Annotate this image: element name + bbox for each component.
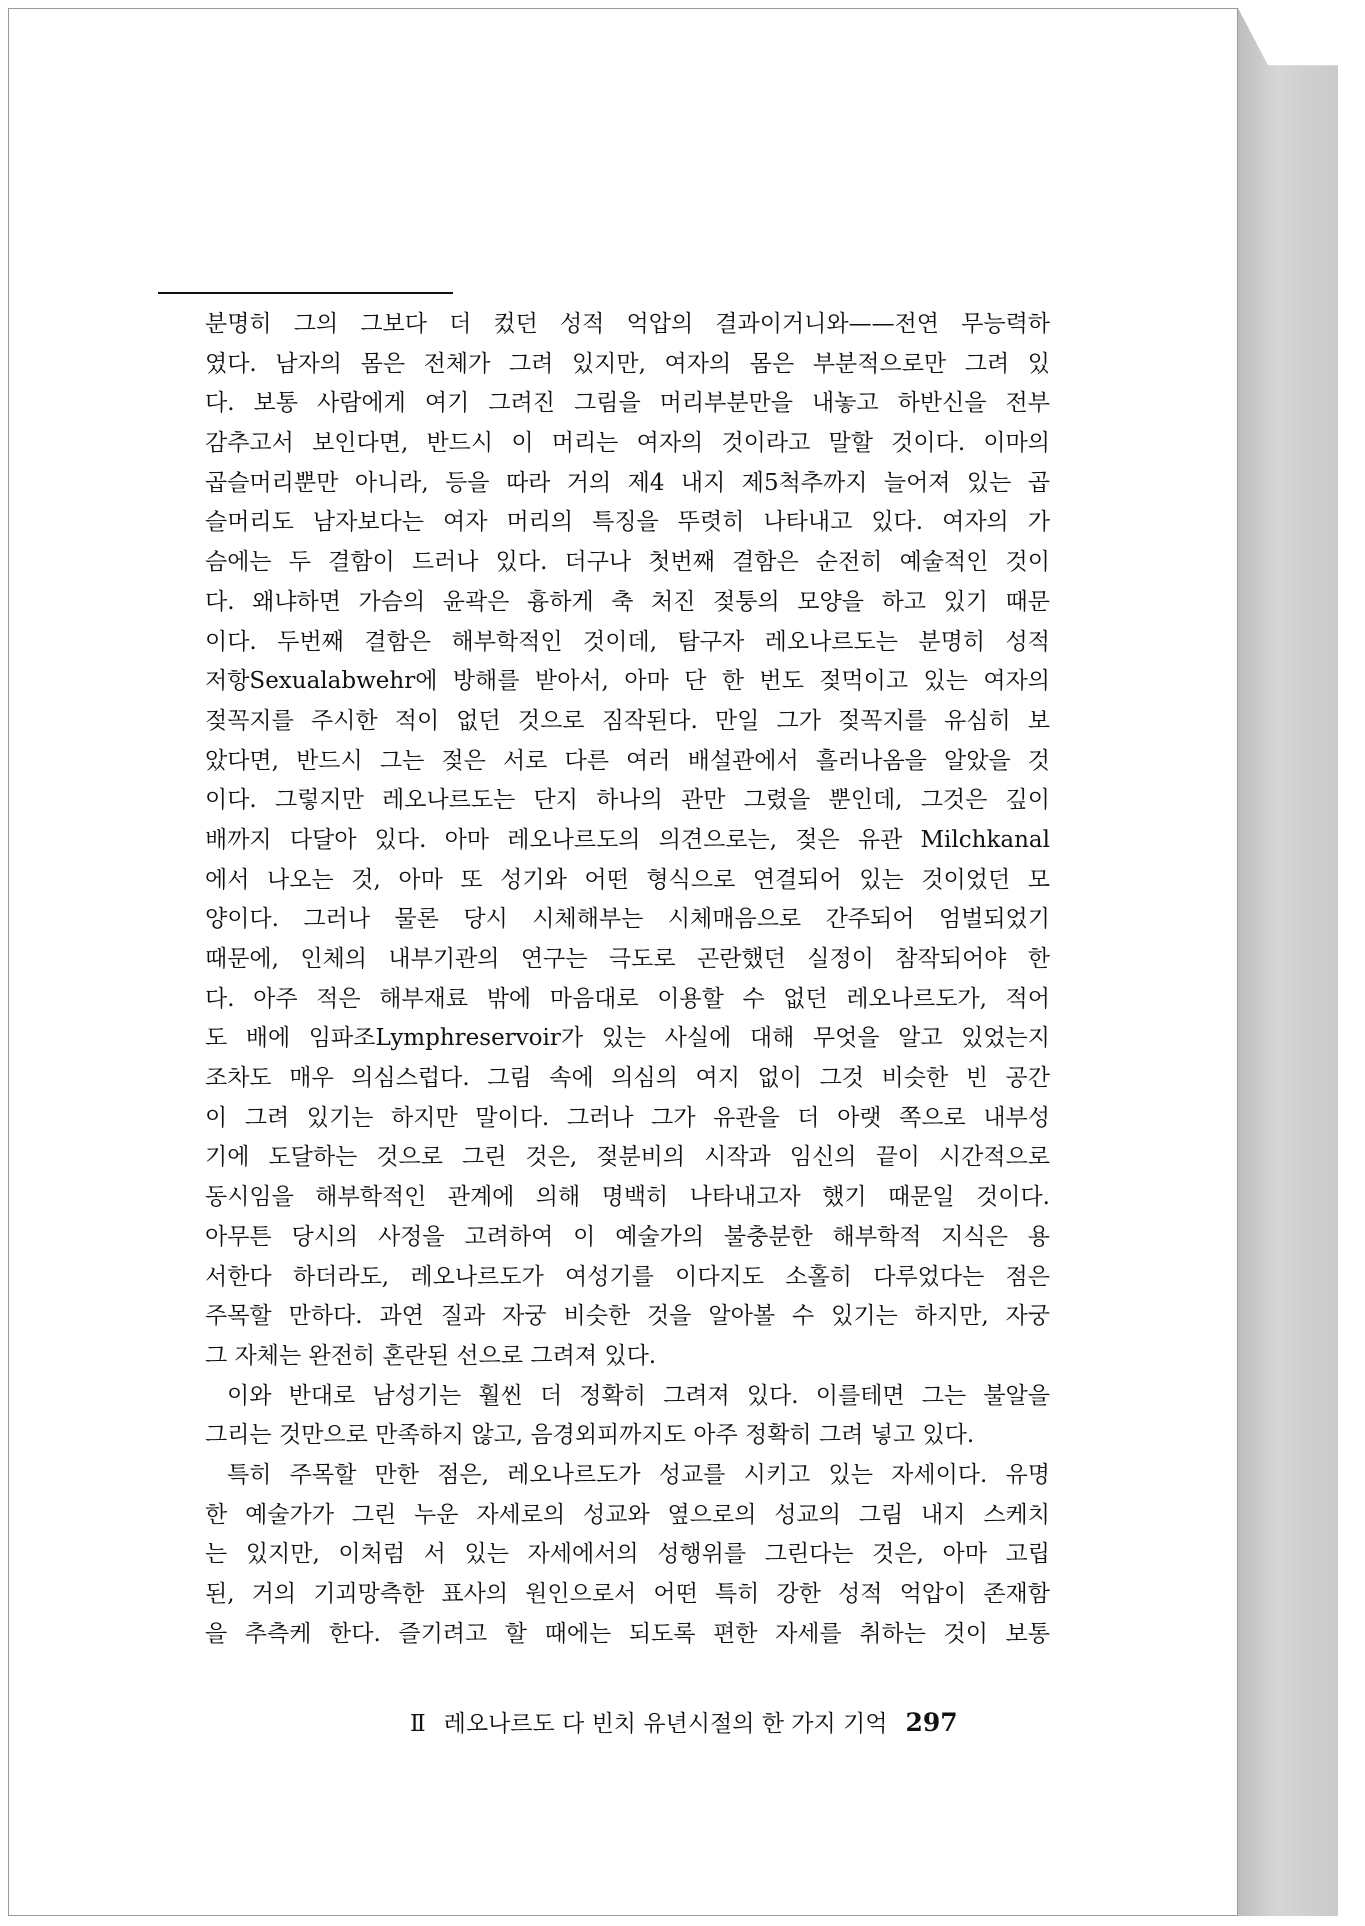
text-line: 주목할 만하다. 과연 질과 자궁 비슷한 것을 알아볼 수 있기는 하지만, 자궁 bbox=[205, 1303, 1050, 1330]
page-number: 297 bbox=[905, 1708, 958, 1737]
text-line: 이다. 그렇지만 레오나르도는 단지 하나의 관만 그렸을 뿐인데, 그것은 깊이 bbox=[205, 787, 1050, 814]
footnote-rule bbox=[158, 292, 453, 294]
text-line: 동시임을 해부학적인 관계에 의해 명백히 나타내고자 했기 때문일 것이다. bbox=[205, 1184, 1050, 1211]
chapter-title: 레오나르도 다 빈치 유년시절의 한 가지 기억 bbox=[443, 1711, 888, 1737]
text-line: 였다. 남자의 몸은 전체가 그려 있지만, 여자의 몸은 부분적으로만 그려 있 bbox=[205, 350, 1050, 377]
text-line: 는 있지만, 이처럼 서 있는 자세에서의 성행위를 그린다는 것은, 아마 고립 bbox=[205, 1541, 1050, 1568]
text-line: 을 추측케 한다. 즐기려고 할 때에는 되도록 편한 자세를 취하는 것이 보통 bbox=[205, 1620, 1050, 1647]
text-line: 감추고서 보인다면, 반드시 이 머리는 여자의 것이라고 말할 것이다. 이마의 bbox=[205, 430, 1050, 457]
text-line: 때문에, 인체의 내부기관의 연구는 극도로 곤란했던 실정이 참작되어야 한 bbox=[205, 946, 1050, 972]
text-line: 이와 반대로 남성기는 훨씬 더 정확히 그려져 있다. 이를테면 그는 불알을 bbox=[227, 1382, 1050, 1409]
text-line: 아무튼 당시의 사정을 고려하여 이 예술가의 불충분한 해부학적 지식은 용 bbox=[205, 1223, 1050, 1250]
text-line: 슴에는 두 결함이 드러나 있다. 더구나 첫번째 결함은 순전히 예술적인 것이 bbox=[205, 549, 1050, 576]
text-line: 한 예술가가 그린 누운 자세로의 성교와 옆으로의 성교의 그림 내지 스케치 bbox=[205, 1501, 1050, 1528]
text-line: 젖꼭지를 주시한 적이 없던 것으로 짐작된다. 만일 그가 젖꼭지를 유심히 보 bbox=[205, 707, 1050, 734]
text-line: 이다. 두번째 결함은 해부학적인 것이데, 탐구자 레오나르도는 분명히 성적 bbox=[205, 628, 1050, 655]
text-line: 서한다 하더라도, 레오나르도가 여성기를 이다지도 소홀히 다루었다는 점은 bbox=[205, 1263, 1050, 1290]
text-line: 곱슬머리뿐만 아니라, 등을 따라 거의 제4 내지 제5척추까지 늘어져 있는 곱 bbox=[205, 469, 1050, 496]
text-line: 다. 아주 적은 해부재료 밖에 마음대로 이용할 수 없던 레오나르도가, 적어 bbox=[205, 985, 1050, 1012]
text-line: 이 그려 있기는 하지만 말이다. 그러나 그가 유관을 더 아랫 쪽으로 내부성 bbox=[205, 1104, 1050, 1131]
text-line: 배까지 다달아 있다. 아마 레오나르도의 의견으로는, 젖은 유관 Milchkanal bbox=[205, 826, 1050, 853]
text-line: 다. 보통 사람에게 여기 그려진 그림을 머리부분만을 내놓고 하반신을 전부 bbox=[205, 390, 1050, 417]
chapter-number: Ⅱ bbox=[410, 1711, 426, 1737]
text-line: 분명히 그의 그보다 더 컸던 성적 억압의 결과이거니와——전연 무능력하 bbox=[205, 311, 1050, 337]
text-line: 기에 도달하는 것으로 그린 것은, 젖분비의 시작과 임신의 끝이 시간적으로 bbox=[205, 1144, 1050, 1171]
text-line: 조차도 매우 의심스럽다. 그림 속에 의심의 여지 없이 그것 비슷한 빈 공간 bbox=[205, 1065, 1050, 1092]
text-line: 다. 왜냐하면 가슴의 윤곽은 흉하게 축 처진 젖퉁의 모양을 하고 있기 때문 bbox=[205, 588, 1050, 615]
text-line: 슬머리도 남자보다는 여자 머리의 특징을 뚜렷히 나타내고 있다. 여자의 가 bbox=[205, 509, 1050, 536]
text-line: 았다면, 반드시 그는 젖은 서로 다른 여러 배설관에서 흘러나옴을 알았을 것 bbox=[205, 747, 1050, 774]
running-footer bbox=[410, 1705, 1010, 1738]
page-edge-stack bbox=[1238, 8, 1338, 1916]
body-text bbox=[205, 305, 1050, 1654]
text-line: 특히 주목할 만한 점은, 레오나르도가 성교를 시키고 있는 자세이다. 유명 bbox=[227, 1461, 1050, 1488]
text-line: 도 배에 임파조Lymphreservoir가 있는 사실에 대해 무엇을 알고 있었는지 bbox=[205, 1025, 1050, 1052]
text-line: 양이다. 그러나 물론 당시 시체해부는 시체매음으로 간주되어 엄벌되었기 bbox=[205, 906, 1050, 933]
text-line: 에서 나오는 것, 아마 또 성기와 어떤 형식으로 연결되어 있는 것이었던 모 bbox=[205, 866, 1050, 893]
text-line: 저항Sexualabwehr에 방해를 받아서, 아마 단 한 번도 젖먹이고 있는 여자의 bbox=[205, 668, 1050, 695]
text-line: 그리는 것만으로 만족하지 않고, 음경외피까지도 아주 정확히 그려 넣고 있다. bbox=[205, 1422, 975, 1449]
text-line: 된, 거의 기괴망측한 표사의 원인으로서 어떤 특히 강한 성적 억압이 존재함 bbox=[205, 1581, 1050, 1607]
text-line: 그 자체는 완전히 혼란된 선으로 그려져 있다. bbox=[205, 1342, 657, 1369]
